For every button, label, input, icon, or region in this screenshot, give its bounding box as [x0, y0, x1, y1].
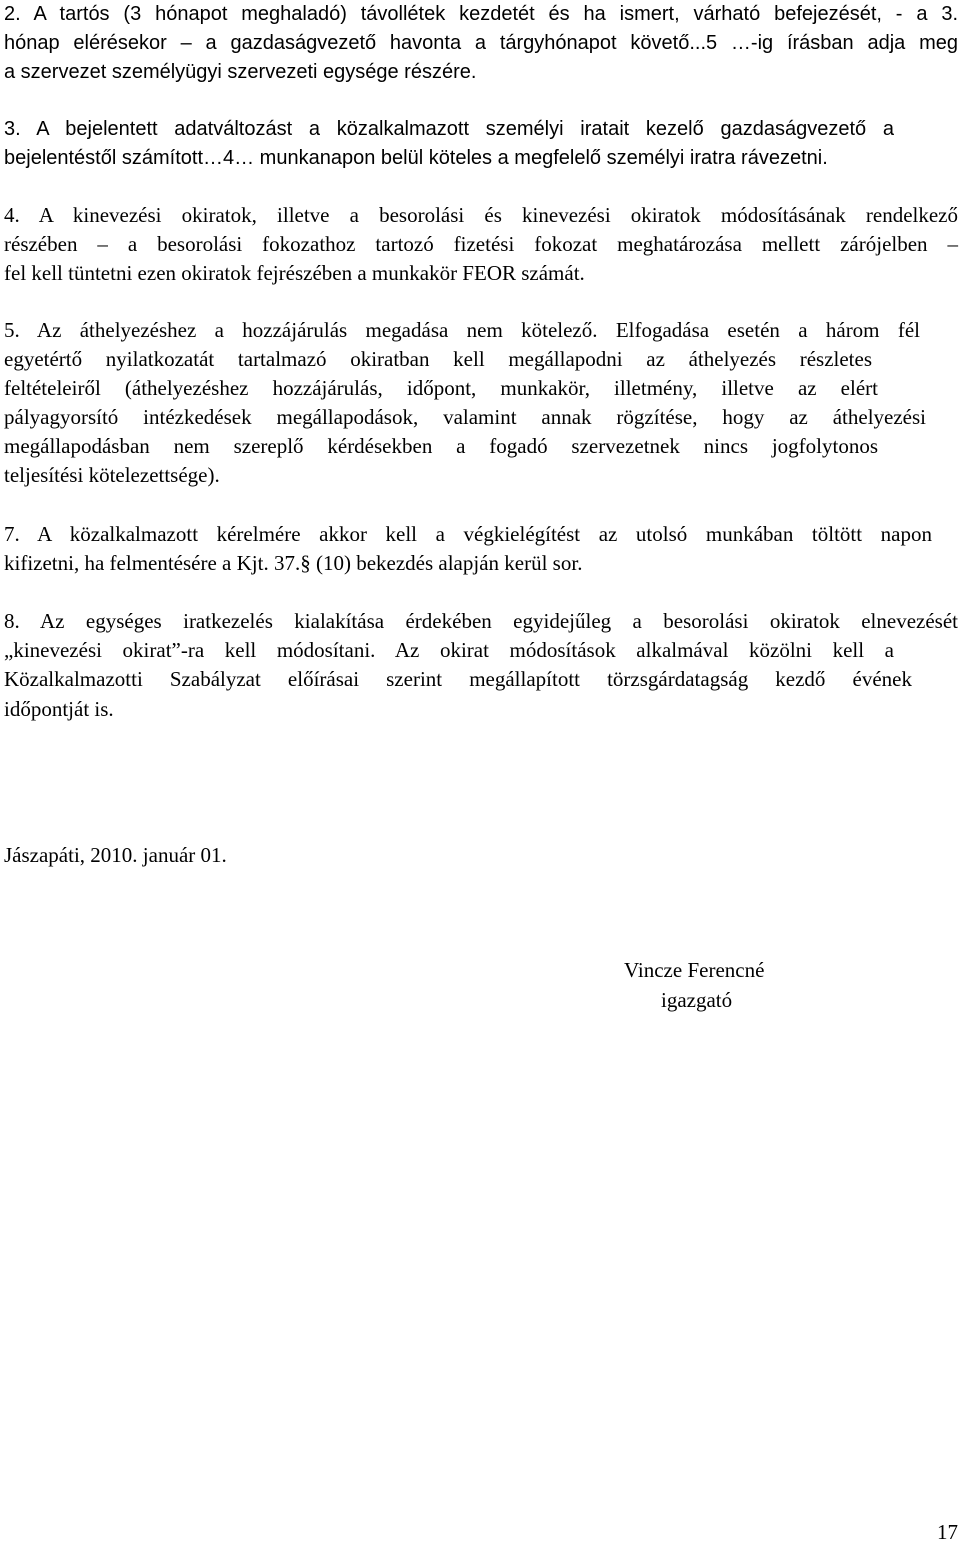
paragraph-5-line-5: megállapodásban nem szereplő kérdésekben a fogadó szervezetnek nincs jogfolytonos	[4, 434, 878, 458]
paragraph-7-line-1: 7. A közalkalmazott kérelmére akkor kell a végkielégítést az utolsó munkában töltött napon	[4, 522, 932, 546]
paragraph-4-line-1: 4. A kinevezési okiratok, illetve a besorolási és kinevezési okiratok módosításának rendelkező	[4, 203, 958, 227]
paragraph-4-line-2: részében – a besorolási fokozathoz tartozó fizetési fokozat meghatározása mellett zárójelben –	[4, 232, 958, 256]
paragraph-3-line-1: 3. A bejelentett adatváltozást a közalkalmazott személyi iratait kezelő gazdaságvezető a	[4, 118, 894, 140]
signatory-name: Vincze Ferencné	[624, 958, 765, 982]
paragraph-3-line-2: bejelentéstől számított…4… munkanapon belül köteles a megfelelő személyi iratra rávezetni.	[4, 147, 828, 169]
paragraph-5-line-1: 5. Az áthelyezéshez a hozzájárulás megadása nem kötelező. Elfogadása esetén a három fél	[4, 318, 920, 342]
paragraph-5-line-6: teljesítési kötelezettsége).	[4, 463, 220, 487]
paragraph-2-line-1: 2. A tartós (3 hónapot meghaladó) távollétek kezdetét és ha ismert, várható befejezését, - a 3.	[4, 3, 958, 25]
paragraph-8-line-3: Közalkalmazotti Szabályzat előírásai szerint megállapított törzsgárdatagság kezdő évének	[4, 667, 912, 691]
page-number: 17	[937, 1520, 958, 1544]
paragraph-5-line-3: feltételeiről (áthelyezéshez hozzájárulás, időpont, munkakör, illetmény, illetve az elért	[4, 376, 878, 400]
paragraph-4-line-3: fel kell tüntetni ezen okiratok fejrészében a munkakör FEOR számát.	[4, 261, 585, 285]
paragraph-8-line-2: „kinevezési okirat”-ra kell módosítani. Az okirat módosítások alkalmával közölni kell a	[4, 638, 894, 662]
paragraph-2-line-2: hónap elérésekor – a gazdaságvezető havonta a tárgyhónapot követő...5 …-ig írásban adja meg	[4, 32, 958, 54]
paragraph-5-line-4: pályagyorsító intézkedések megállapodások, valamint annak rögzítése, hogy az áthelyezési	[4, 405, 926, 429]
signatory-title: igazgató	[661, 988, 733, 1012]
place-date: Jászapáti, 2010. január 01.	[4, 843, 227, 867]
paragraph-7-line-2: kifizetni, ha felmentésére a Kjt. 37.§ (10) bekezdés alapján kerül sor.	[4, 551, 583, 575]
paragraph-8-line-4: időpontját is.	[4, 697, 114, 721]
paragraph-2-line-3: a szervezet személyügyi szervezeti egysége részére.	[4, 61, 477, 83]
paragraph-8-line-1: 8. Az egységes iratkezelés kialakítása érdekében egyidejűleg a besorolási okiratok elnevezését	[4, 609, 958, 633]
paragraph-5-line-2: egyetértő nyilatkozatát tartalmazó okiratban kell megállapodni az áthelyezés részletes	[4, 347, 872, 371]
